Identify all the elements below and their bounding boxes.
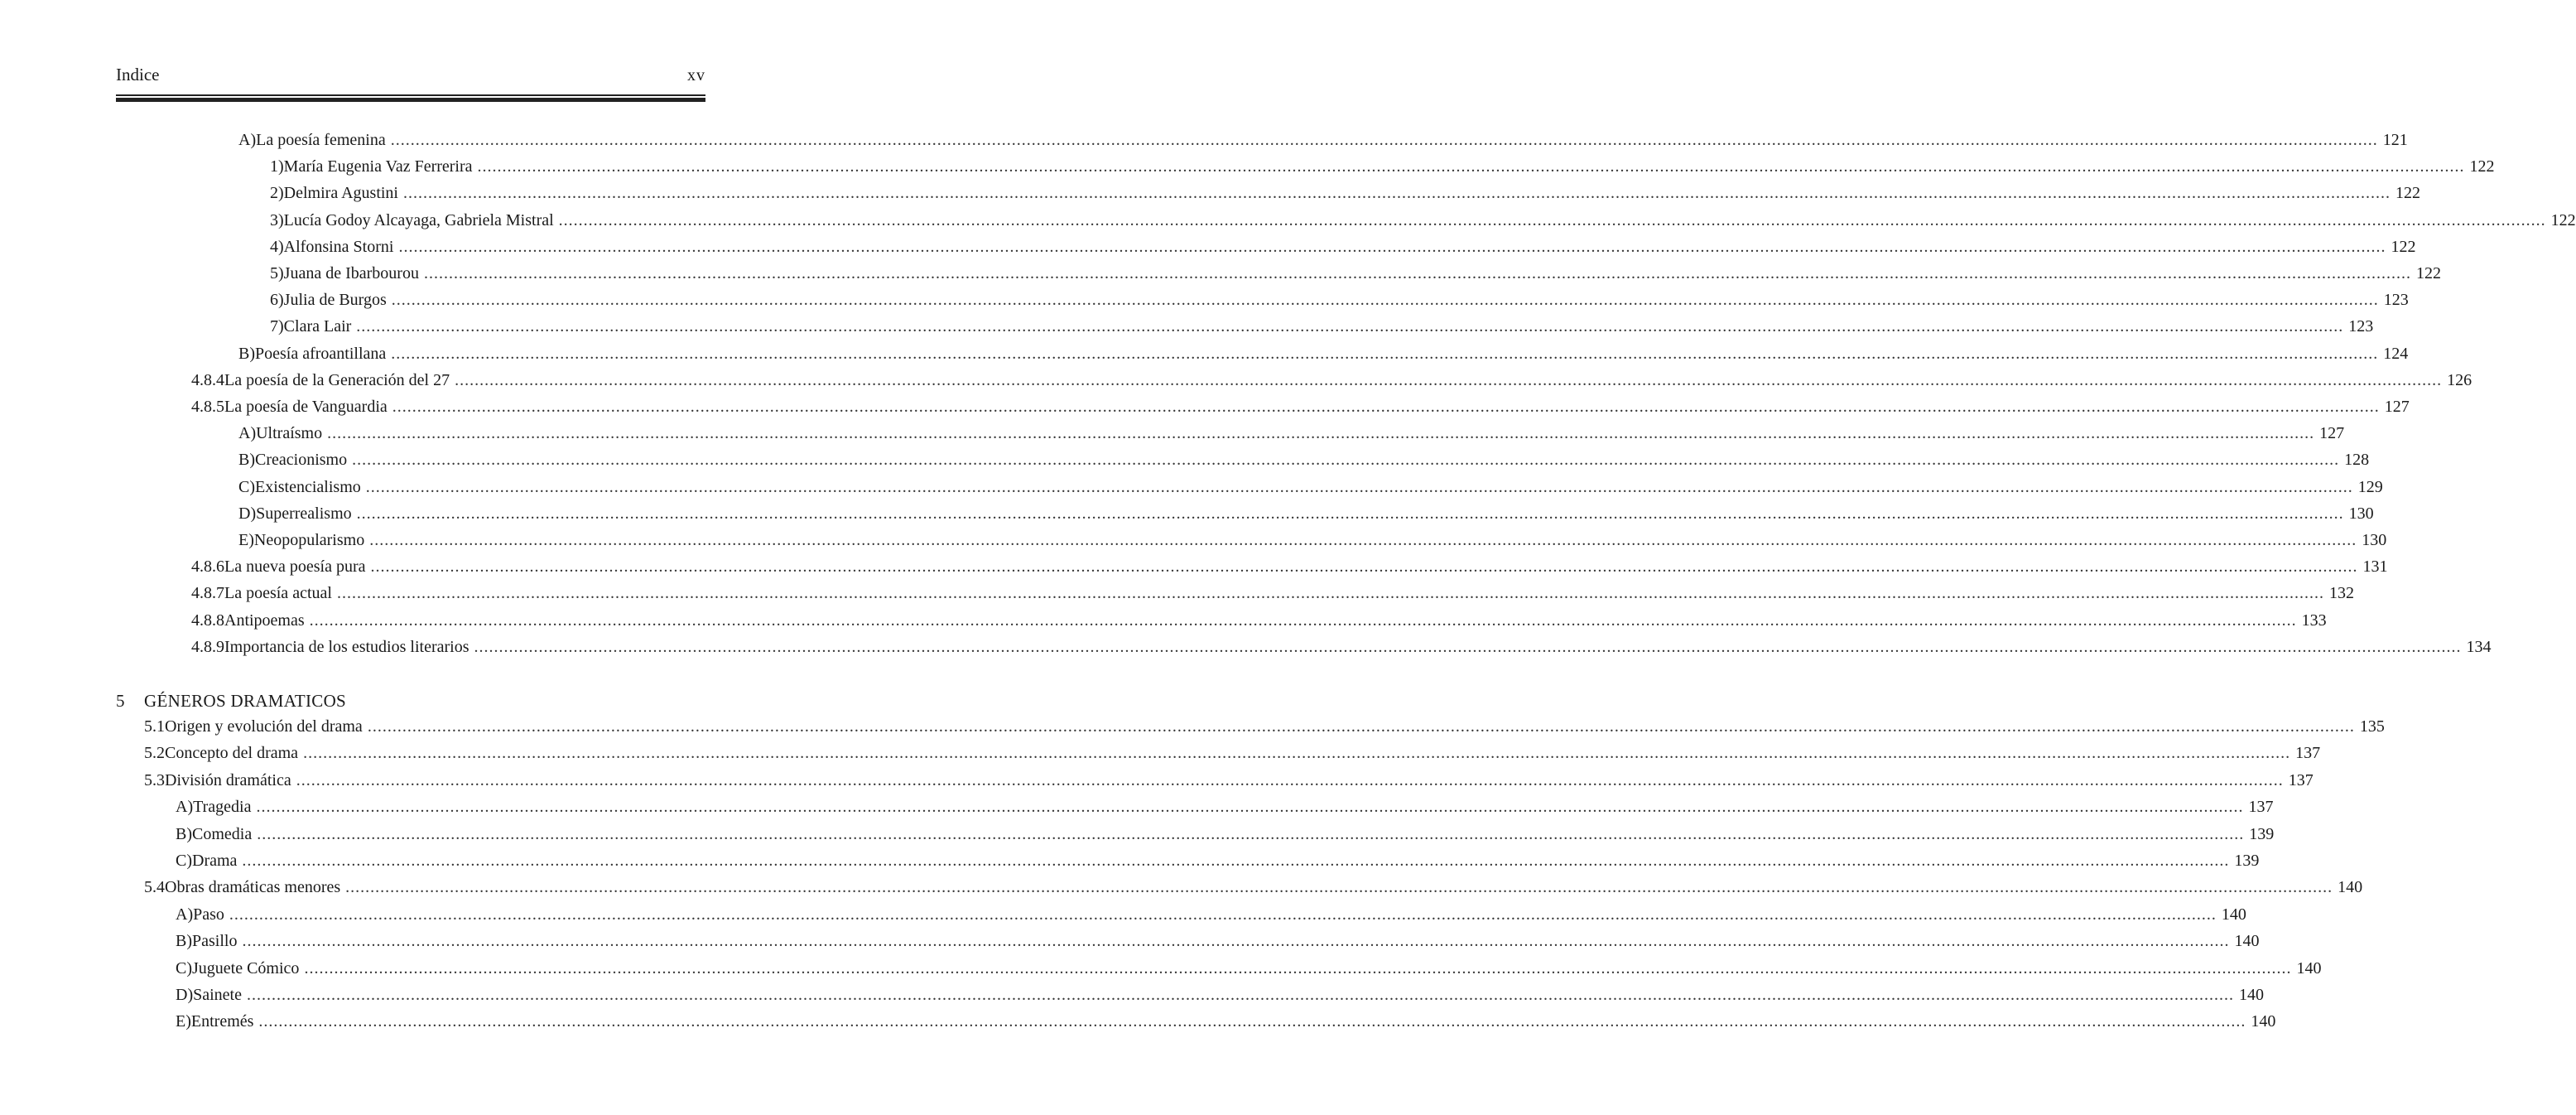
toc-entry-page: 139 xyxy=(2234,852,2260,870)
toc-entry-page: 133 xyxy=(2301,611,2327,630)
dot-leader: ................................................................................................................................................................................................................................................................................................................................................................................................................ xyxy=(477,157,2465,176)
header-page-number: xv xyxy=(687,66,705,84)
toc-entry-page: 128 xyxy=(2344,451,2370,470)
dot-leader: ................................................................................................................................................................................................................................................................................................................................................................................................................ xyxy=(369,531,2357,549)
toc-entry-title: Poesía afroantillana xyxy=(255,344,387,363)
dot-leader: ................................................................................................................................................................................................................................................................................................................................................................................................................ xyxy=(246,986,2234,1004)
toc-entry-page: 124 xyxy=(2383,344,2409,363)
toc-entry-number: D) xyxy=(176,986,194,1004)
toc-entry-page: 127 xyxy=(2384,398,2410,416)
toc-entry-title: Comedia xyxy=(192,824,253,843)
toc-entry-number: 1) xyxy=(270,157,284,176)
toc-entry-number: 4.8.4 xyxy=(191,370,224,389)
toc-entry-title: Ultraísmo xyxy=(256,424,323,443)
dot-leader: ................................................................................................................................................................................................................................................................................................................................................................................................................ xyxy=(455,370,2443,389)
toc-entry-number: 4.8.8 xyxy=(191,611,224,630)
toc-entry-page: 140 xyxy=(2338,878,2363,897)
toc-entry xyxy=(238,531,2387,556)
toc-entry-number: A) xyxy=(176,798,194,817)
toc-entry xyxy=(176,1012,2276,1037)
toc-entry-title: Antipoemas xyxy=(224,611,305,630)
toc-entry xyxy=(270,157,2495,182)
toc-entry-number: 4.8.7 xyxy=(191,584,224,603)
toc-entry-title: La poesía de la Generación del 27 xyxy=(224,370,450,389)
dot-leader: ................................................................................................................................................................................................................................................................................................................................................................................................................ xyxy=(336,584,2324,603)
dot-leader: ................................................................................................................................................................................................................................................................................................................................................................................................................ xyxy=(256,798,2244,817)
dot-leader: ................................................................................................................................................................................................................................................................................................................................................................................................................ xyxy=(242,852,2230,870)
toc-entry xyxy=(144,717,2385,742)
toc-entry xyxy=(191,637,2492,663)
dot-leader: ................................................................................................................................................................................................................................................................................................................................................................................................................ xyxy=(474,637,2462,656)
toc-entry xyxy=(238,451,2370,475)
dot-leader: ................................................................................................................................................................................................................................................................................................................................................................................................................ xyxy=(309,611,2297,630)
toc-entry-page: 132 xyxy=(2328,584,2354,603)
dot-leader: ................................................................................................................................................................................................................................................................................................................................................................................................................ xyxy=(257,824,2245,843)
toc-entry-page: 131 xyxy=(2362,558,2388,577)
toc-entry-number: B) xyxy=(176,824,192,843)
toc-entry-title: Juguete Cómico xyxy=(192,958,300,977)
toc-entry-title: La poesía de Vanguardia xyxy=(224,398,388,416)
toc-entry-page: 122 xyxy=(2550,210,2576,229)
toc-entry-title: Clara Lair xyxy=(283,317,352,336)
toc-entry xyxy=(176,852,2260,876)
toc-entry-title: Neopopularismo xyxy=(253,531,365,549)
toc-entry-page: 140 xyxy=(2296,958,2322,977)
toc-entry-number: 5.1 xyxy=(144,717,165,736)
toc-entry xyxy=(176,932,2260,957)
dot-leader: ................................................................................................................................................................................................................................................................................................................................................................................................................ xyxy=(390,131,2378,149)
dot-leader: ................................................................................................................................................................................................................................................................................................................................................................................................................ xyxy=(391,291,2379,310)
dot-leader: ................................................................................................................................................................................................................................................................................................................................................................................................................ xyxy=(303,744,2291,763)
toc-entry-number: E) xyxy=(176,1012,191,1031)
toc-entry xyxy=(144,770,2314,796)
toc-entry-page: 123 xyxy=(2348,317,2374,336)
dot-leader: ................................................................................................................................................................................................................................................................................................................................................................................................................ xyxy=(370,558,2358,577)
dot-leader: ................................................................................................................................................................................................................................................................................................................................................................................................................ xyxy=(558,210,2546,229)
toc-entry-title: Alfonsina Storni xyxy=(283,237,394,256)
chapter-title: GÉNEROS DRAMATICOS xyxy=(144,691,347,711)
toc-entry-number: 5.4 xyxy=(144,878,165,897)
dot-leader: ................................................................................................................................................................................................................................................................................................................................................................................................................ xyxy=(352,451,2340,470)
dot-leader: ................................................................................................................................................................................................................................................................................................................................................................................................................ xyxy=(345,878,2333,897)
dot-leader: ................................................................................................................................................................................................................................................................................................................................................................................................................ xyxy=(242,932,2230,951)
toc-entry xyxy=(270,317,2374,342)
toc-entry-title: Pasillo xyxy=(192,932,238,951)
toc-entry-title: División dramática xyxy=(165,770,291,789)
toc-entry-number: 4) xyxy=(270,237,284,256)
toc-entry-number: 2) xyxy=(270,184,284,203)
toc-entry-page: 122 xyxy=(2395,184,2420,203)
toc-entry-page: 126 xyxy=(2447,370,2472,389)
toc-entry-number: A) xyxy=(238,424,257,443)
toc-entry-title: Sainete xyxy=(193,986,242,1004)
toc-entry-number: 7) xyxy=(270,317,284,336)
dot-leader: ................................................................................................................................................................................................................................................................................................................................................................................................................ xyxy=(403,184,2391,203)
toc-entry-title: Paso xyxy=(193,905,224,924)
toc-entry xyxy=(238,477,2383,503)
toc-entry-page: 140 xyxy=(2234,932,2260,951)
toc-entry-number: 6) xyxy=(270,291,284,310)
toc-entry xyxy=(270,210,2576,236)
toc-entry xyxy=(238,504,2374,529)
toc-entry-page: 129 xyxy=(2357,477,2383,496)
toc-entry-page: 122 xyxy=(2415,264,2441,282)
toc-entry-title: Drama xyxy=(192,852,238,870)
toc-entry-title: Importancia de los estudios literarios xyxy=(224,637,469,656)
toc-entry xyxy=(176,798,2274,823)
toc-entry-page: 130 xyxy=(2348,504,2374,523)
toc-entry xyxy=(191,558,2388,582)
toc-entry-title: Obras dramáticas menores xyxy=(165,878,341,897)
dot-leader: ................................................................................................................................................................................................................................................................................................................................................................................................................ xyxy=(356,317,2344,336)
toc-entry-title: Julia de Burgos xyxy=(283,291,387,310)
dot-leader: ................................................................................................................................................................................................................................................................................................................................................................................................................ xyxy=(296,770,2284,789)
dot-leader: ................................................................................................................................................................................................................................................................................................................................................................................................................ xyxy=(423,264,2411,282)
toc-entry-page: 137 xyxy=(2288,770,2314,789)
dot-leader: ................................................................................................................................................................................................................................................................................................................................................................................................................ xyxy=(229,905,2217,924)
toc-entry-page: 121 xyxy=(2382,131,2408,149)
toc-entry-number: A) xyxy=(176,905,194,924)
toc-entry xyxy=(238,344,2409,369)
toc-entry-page: 140 xyxy=(2238,986,2264,1004)
toc-entry-page: 122 xyxy=(2469,157,2495,176)
toc-entry-number: C) xyxy=(238,477,255,496)
toc-entry-page: 137 xyxy=(2295,744,2321,763)
toc-entry xyxy=(176,986,2264,1011)
toc-entry-title: La nueva poesía pura xyxy=(224,558,366,577)
dot-leader: ................................................................................................................................................................................................................................................................................................................................................................................................................ xyxy=(327,424,2315,443)
toc-entry xyxy=(191,611,2327,636)
toc-entry-title: Lucía Godoy Alcayaga, Gabriela Mistral xyxy=(283,210,554,229)
toc-entry-number: B) xyxy=(238,451,255,470)
toc-entry xyxy=(176,905,2246,930)
toc-entry-number: C) xyxy=(176,852,192,870)
toc-entry-page: 130 xyxy=(2362,531,2387,549)
toc-entry-title: Existencialismo xyxy=(255,477,361,496)
toc-entry xyxy=(270,237,2416,263)
toc-entry xyxy=(238,424,2345,449)
toc-entry-title: Delmira Agustini xyxy=(283,184,398,203)
toc-entry-number: 4.8.5 xyxy=(191,398,224,416)
toc-entry-page: 140 xyxy=(2251,1012,2276,1031)
toc-entry-page: 137 xyxy=(2248,798,2274,817)
toc-entry-title: Concepto del drama xyxy=(165,744,299,763)
toc-entry xyxy=(191,398,2410,422)
toc-entry-title: Entremés xyxy=(190,1012,254,1031)
toc-entry xyxy=(191,584,2354,609)
toc-entry-number: 5.3 xyxy=(144,770,165,789)
toc-entry xyxy=(176,824,2275,850)
toc-entry-title: Juana de Ibarbourou xyxy=(283,264,419,282)
toc-entry xyxy=(144,878,2363,903)
toc-entry xyxy=(176,958,2322,984)
toc-entry xyxy=(144,744,2321,769)
toc-entry-page: 127 xyxy=(2319,424,2345,443)
toc-entry xyxy=(270,264,2441,289)
toc-entry xyxy=(270,184,2420,209)
dot-leader: ................................................................................................................................................................................................................................................................................................................................................................................................................ xyxy=(304,958,2292,977)
toc-entry-number: B) xyxy=(238,344,255,363)
toc-entry-number: C) xyxy=(176,958,192,977)
dot-leader: ................................................................................................................................................................................................................................................................................................................................................................................................................ xyxy=(356,504,2344,523)
toc-entry-title: Tragedia xyxy=(193,798,252,817)
toc-entry-number: B) xyxy=(176,932,192,951)
dot-leader: ................................................................................................................................................................................................................................................................................................................................................................................................................ xyxy=(367,717,2355,736)
toc-entry-title: Origen y evolución del drama xyxy=(165,717,363,736)
dot-leader: ................................................................................................................................................................................................................................................................................................................................................................................................................ xyxy=(258,1012,2246,1031)
dot-leader: ................................................................................................................................................................................................................................................................................................................................................................................................................ xyxy=(392,398,2380,416)
toc-entry-number: D) xyxy=(238,504,257,523)
toc-entry xyxy=(238,131,2408,156)
toc-entry-title: La poesía femenina xyxy=(256,131,386,149)
toc-entry-title: María Eugenia Vaz Ferrerira xyxy=(283,157,473,176)
toc-entry-number: 5.2 xyxy=(144,744,165,763)
toc-entry-number: E) xyxy=(238,531,254,549)
toc-entry-title: La poesía actual xyxy=(224,584,332,603)
toc-entry-page: 122 xyxy=(2391,237,2416,256)
dot-leader: ................................................................................................................................................................................................................................................................................................................................................................................................................ xyxy=(398,237,2386,256)
toc-entry-number: 5) xyxy=(270,264,284,282)
toc-entry-title: Creacionismo xyxy=(255,451,348,470)
toc-entry xyxy=(191,370,2472,396)
toc-entry-number: A) xyxy=(238,131,257,149)
toc-entry-number: 4.8.6 xyxy=(191,558,224,577)
toc-entry-title: Superrealismo xyxy=(256,504,352,523)
toc-entry-page: 123 xyxy=(2383,291,2409,310)
chapter-number: 5 xyxy=(116,691,125,711)
toc-entry xyxy=(270,291,2409,316)
toc-entry-page: 140 xyxy=(2221,905,2246,924)
toc-entry-page: 134 xyxy=(2466,637,2492,656)
dot-leader: ................................................................................................................................................................................................................................................................................................................................................................................................................ xyxy=(365,477,2353,496)
toc-entry-number: 3) xyxy=(270,210,284,229)
toc-entry-page: 139 xyxy=(2249,824,2275,843)
dot-leader: ................................................................................................................................................................................................................................................................................................................................................................................................................ xyxy=(391,344,2379,363)
toc-entry-number: 4.8.9 xyxy=(191,637,224,656)
header-section-title: Indice xyxy=(116,65,160,84)
toc-entry-page: 135 xyxy=(2359,717,2385,736)
